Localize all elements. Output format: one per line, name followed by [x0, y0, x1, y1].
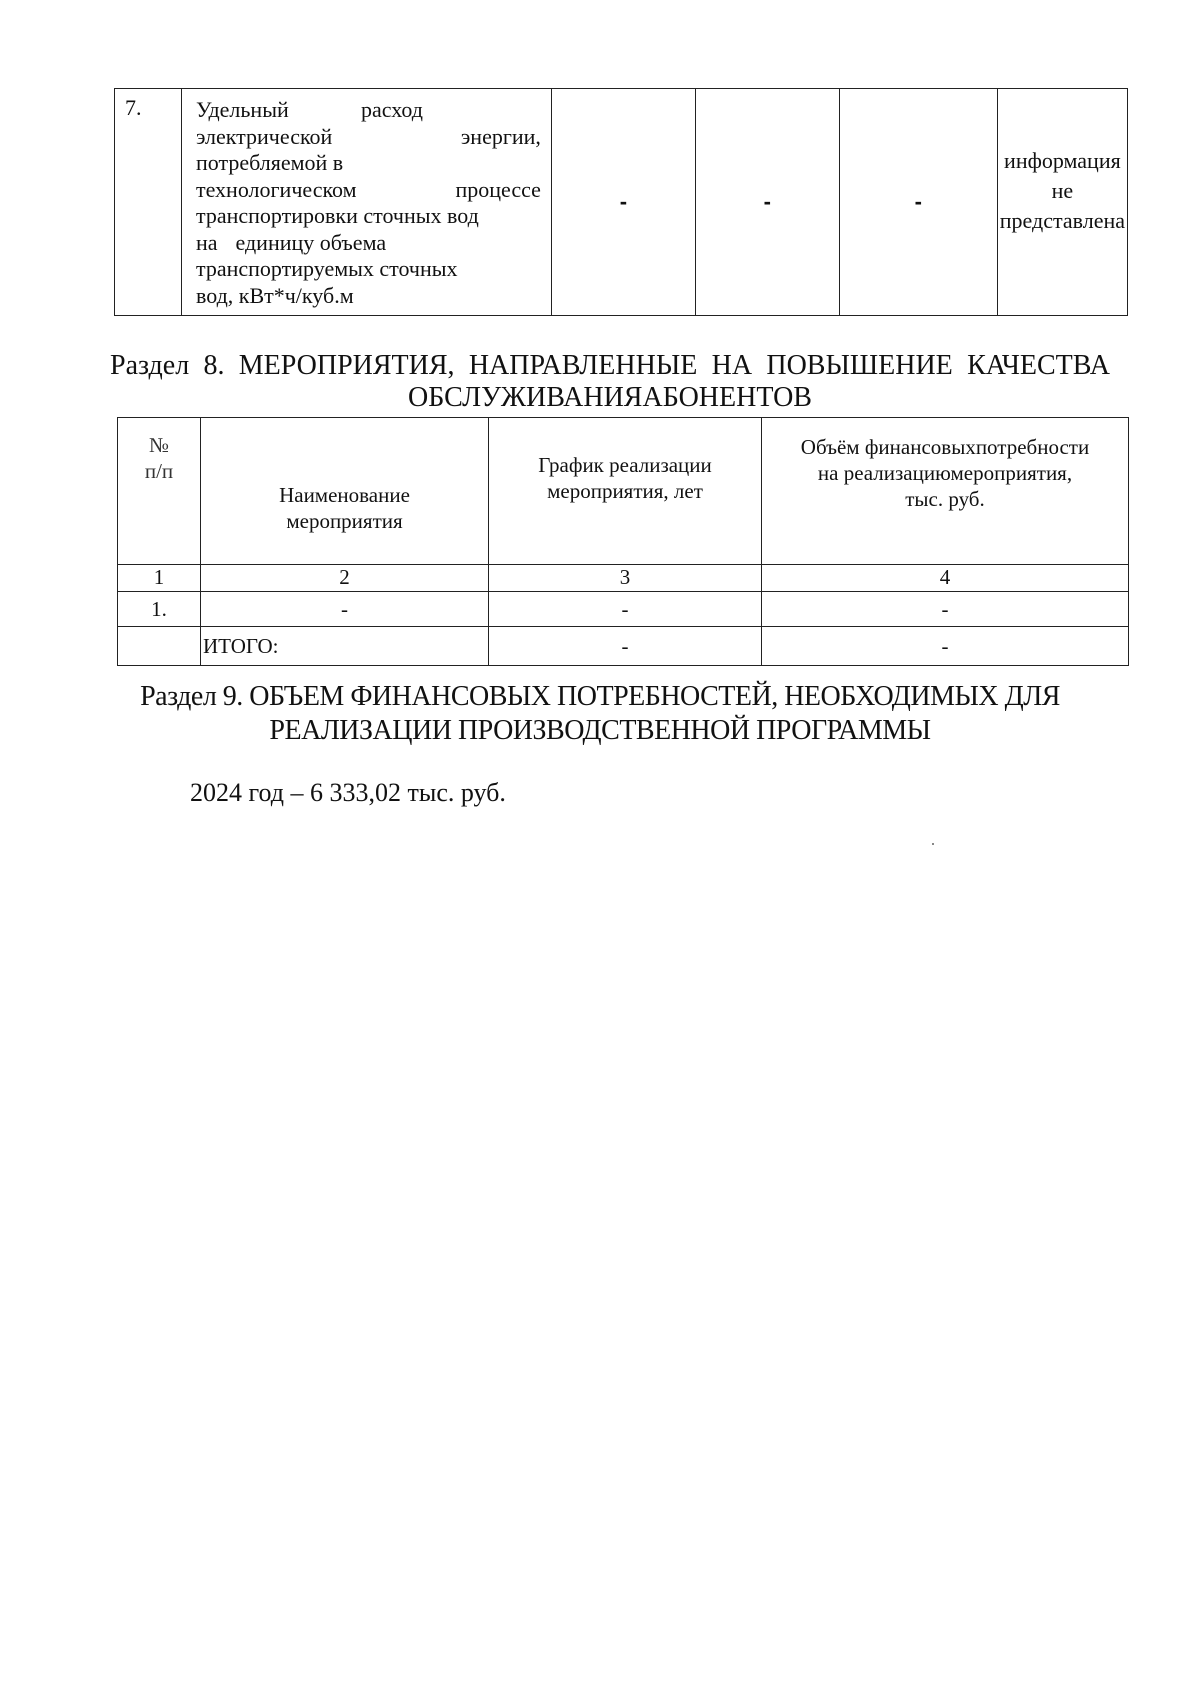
total-label: ИТОГО: [201, 627, 489, 666]
header-line: тыс. руб. [905, 487, 985, 511]
header-name [201, 418, 489, 565]
column-number: 3 [489, 565, 762, 592]
heading-line: Раздел 9. ОБЪЕМ ФИНАНСОВЫХ ПОТРЕБНОСТЕЙ, НЕОБХОДИМЫХ ДЛЯ [140, 681, 1060, 712]
table-cell: - [489, 627, 762, 666]
table-cell: - [762, 627, 1129, 666]
name-line: транспортируемых сточных [195, 256, 458, 281]
header-line: № [148, 433, 170, 457]
value-cell: - [839, 89, 997, 316]
table-cell: - [489, 592, 762, 627]
table-cell: - [201, 592, 489, 627]
name-word: расход [360, 97, 423, 122]
heading-word: Раздел [110, 350, 190, 381]
name-word: технологическом [195, 176, 357, 202]
value-cell: - [695, 89, 839, 316]
total-row [118, 627, 1129, 666]
section9-heading [120, 680, 1080, 748]
heading-word: МЕРОПРИЯТИЯ, [238, 350, 455, 381]
name-word: Удельный [195, 97, 289, 122]
name-word: процессе [455, 176, 541, 202]
header-line: Наименование [279, 483, 410, 507]
name-word: энергии, [460, 123, 541, 149]
table-row [115, 89, 1128, 316]
info-line: информация не [1004, 148, 1121, 203]
column-number: 2 [201, 565, 489, 592]
heading-word: КАЧЕСТВА [967, 350, 1110, 381]
header-line: на реализациюмероприятия, [817, 461, 1073, 485]
table-cell: - [762, 592, 1129, 627]
column-numbers-row [118, 565, 1129, 592]
header-number [118, 418, 201, 565]
name-line: транспортировки сточных вод [195, 203, 479, 228]
table-row [118, 592, 1129, 627]
name-word: электрической [195, 123, 333, 149]
row-number: 7. [115, 89, 182, 316]
header-line: мероприятия, лет [547, 479, 703, 503]
header-financing [762, 418, 1129, 565]
indicator-table [114, 88, 1128, 316]
heading-word: 8. [203, 350, 225, 381]
value-cell: - [551, 89, 695, 316]
header-line: мероприятия [286, 509, 403, 533]
header-line: Объём финансовыхпотребности [800, 435, 1090, 459]
name-line: вод, кВт*ч/куб.м [195, 282, 354, 308]
info-cell [997, 89, 1127, 316]
column-number: 1 [118, 565, 201, 592]
header-line: п/п [144, 459, 174, 483]
table-header-row [118, 418, 1129, 565]
header-line: График реализации [538, 453, 712, 477]
name-word: на [195, 229, 218, 255]
indicator-name [181, 89, 551, 316]
heading-word: НА [711, 350, 753, 381]
measures-table [117, 417, 1129, 666]
heading-line: ОБСЛУЖИВАНИЯАБОНЕНТОВ [408, 382, 812, 413]
heading-word: ПОВЫШЕНИЕ [766, 350, 953, 381]
name-line: потребляемой в [195, 150, 344, 175]
info-line: представлена [999, 208, 1125, 233]
heading-word: НАПРАВЛЕННЫЕ [468, 350, 698, 381]
name-word: единицу объема [235, 229, 387, 255]
table-cell [118, 627, 201, 666]
table-cell: 1. [118, 592, 201, 627]
scan-speck [932, 843, 934, 845]
header-schedule [489, 418, 762, 565]
column-number: 4 [762, 565, 1129, 592]
section9-text: 2024 год – 6 333,02 тыс. руб. [190, 778, 506, 807]
section8-heading [110, 350, 1110, 414]
heading-line: РЕАЛИЗАЦИИ ПРОИЗВОДСТВЕННОЙ ПРОГРАММЫ [269, 715, 931, 746]
